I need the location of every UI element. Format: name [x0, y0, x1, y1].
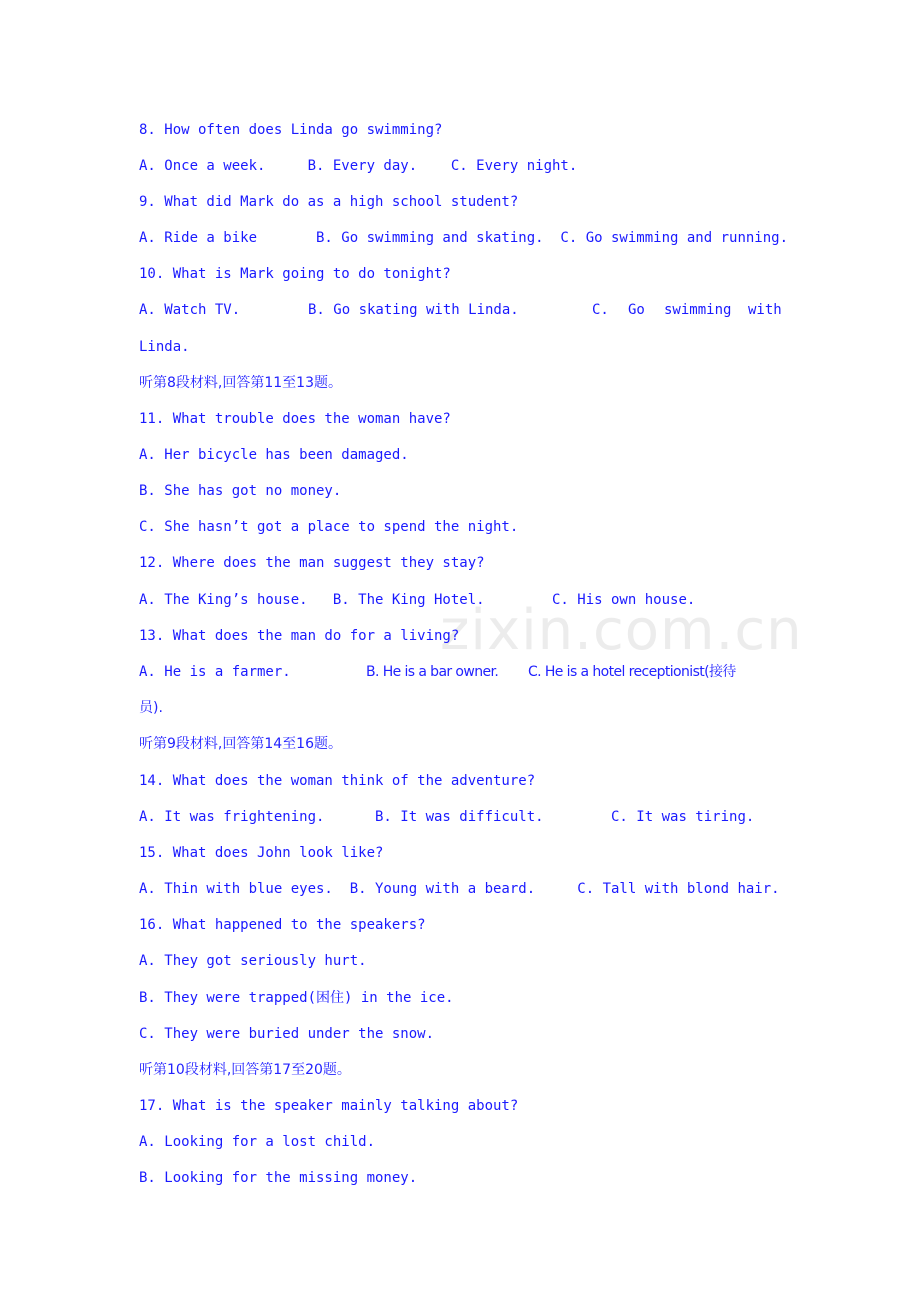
question-13-option-b: B. He is a bar owner.: [366, 664, 499, 680]
question-13-option-c-cont: 员).: [139, 700, 163, 716]
question-16-option-c: C. They were buried under the snow.: [139, 1026, 435, 1042]
question-10-option-c-word1: Go: [628, 302, 645, 318]
question-16-option-a: A. They got seriously hurt.: [139, 953, 367, 969]
question-11: 11. What trouble does the woman have?: [139, 411, 451, 427]
question-13-option-c: C. He is a hotel receptionist(接待: [528, 664, 736, 680]
section-heading-10: 听第10段材料,回答第17至20题。: [139, 1062, 351, 1078]
watermark-text: zixin.com.cn: [440, 598, 803, 663]
question-10-option-c-word3: with: [748, 302, 782, 318]
question-10-option-c-cont: Linda.: [139, 339, 190, 355]
question-10: 10. What is Mark going to do tonight?: [139, 266, 451, 282]
question-13: 13. What does the man do for a living?: [139, 628, 460, 644]
question-8: 8. How often does Linda go swimming?: [139, 122, 443, 138]
question-17-option-b: B. Looking for the missing money.: [139, 1170, 418, 1186]
question-9: 9. What did Mark do as a high school student?: [139, 194, 519, 210]
question-14-options: A. It was frightening. B. It was difficult. C. It was tiring.: [139, 809, 755, 825]
question-11-option-c: C. She hasn’t got a place to spend the night.: [139, 519, 519, 535]
question-11-option-a: A. Her bicycle has been damaged.: [139, 447, 409, 463]
question-11-option-b: B. She has got no money.: [139, 483, 342, 499]
question-16: 16. What happened to the speakers?: [139, 917, 426, 933]
question-17-option-a: A. Looking for a lost child.: [139, 1134, 376, 1150]
question-16-option-b: B. They were trapped(困住) in the ice.: [139, 990, 454, 1006]
question-13-option-a: A. He is a farmer.: [139, 664, 291, 680]
question-12-options: A. The King’s house. B. The King Hotel. C. His own house.: [139, 592, 696, 608]
question-10-option-a: A. Watch TV.: [139, 302, 241, 318]
question-10-option-b: B. Go skating with Linda.: [308, 302, 519, 318]
question-10-option-c-letter: C.: [592, 302, 609, 318]
question-9-options: A. Ride a bike B. Go swimming and skating. C. Go swimming and running.: [139, 230, 789, 246]
question-17: 17. What is the speaker mainly talking about?: [139, 1098, 519, 1114]
section-heading-8: 听第8段材料,回答第11至13题。: [139, 375, 342, 391]
question-10-option-c-word2: swimming: [664, 302, 732, 318]
section-heading-9: 听第9段材料,回答第14至16题。: [139, 736, 342, 752]
question-8-options: A. Once a week. B. Every day. C. Every night.: [139, 158, 578, 174]
question-14: 14. What does the woman think of the adventure?: [139, 773, 536, 789]
question-15-options: A. Thin with blue eyes. B. Young with a beard. C. Tall with blond hair.: [139, 881, 780, 897]
question-15: 15. What does John look like?: [139, 845, 384, 861]
question-12: 12. Where does the man suggest they stay?: [139, 555, 485, 571]
